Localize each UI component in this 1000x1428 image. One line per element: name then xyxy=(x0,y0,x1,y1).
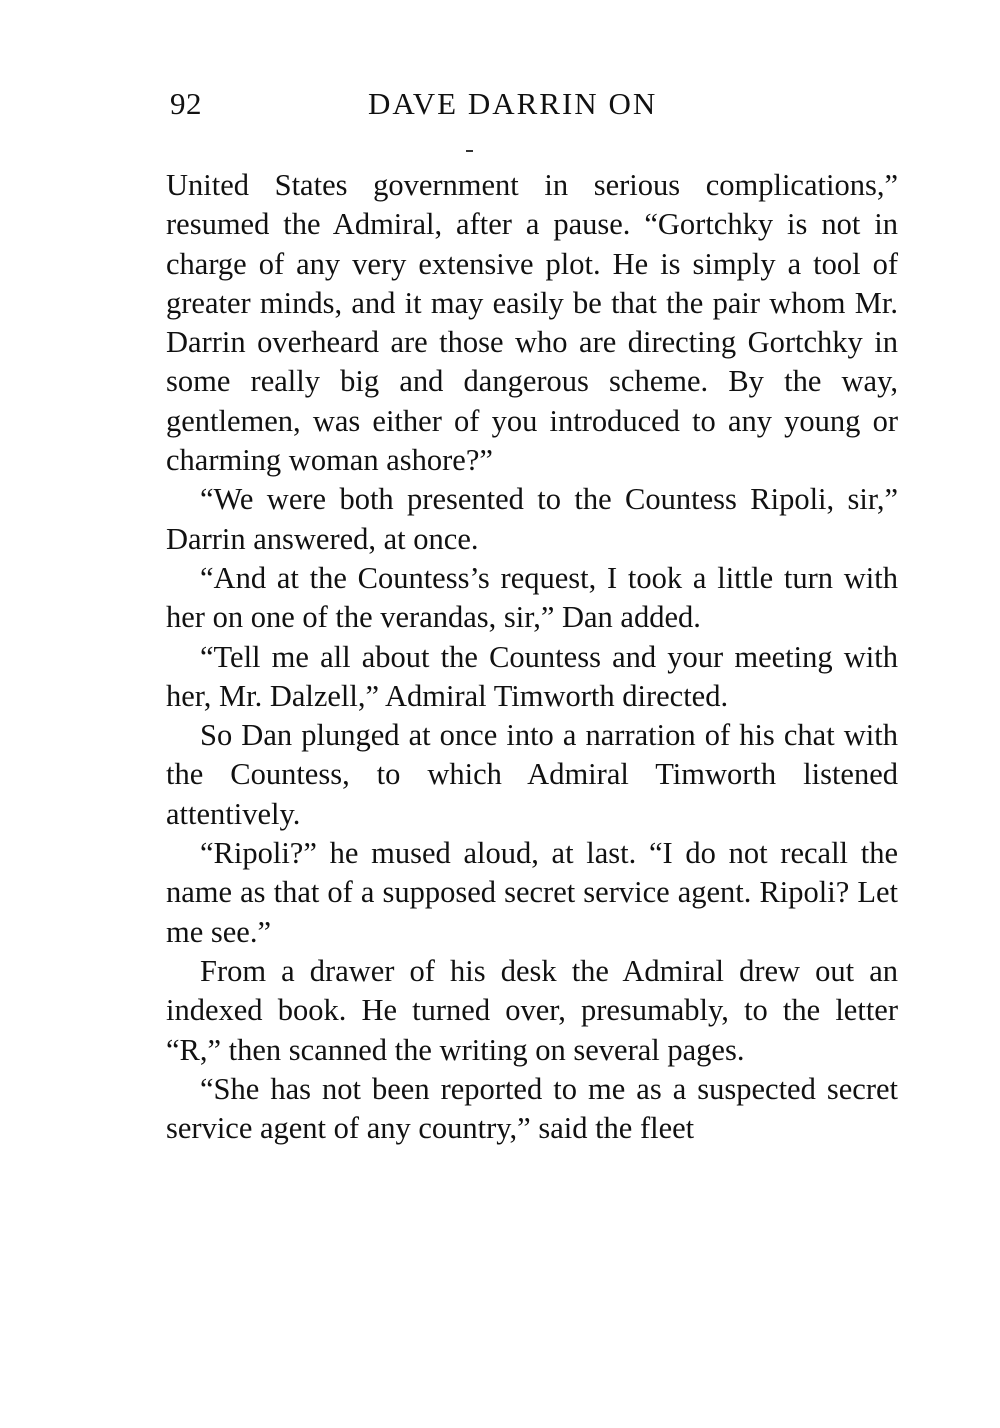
paragraph: “Tell me all about the Countess and your meeting with her, Mr. Dalzell,” Admiral Timworth directed. xyxy=(166,639,898,713)
paragraph: United States government in serious complications,” resumed the Admiral, after a pause. “Gortchky is not in charge of any very extensive plot. He is simply a tool of greater minds, and it may easily be that the pair whom Mr. Darrin overheard are those who are directing Gortchky in some really big and dangerous scheme. By the way, gentlemen, was either of you introduced to any young or charming woman ashore?” xyxy=(166,168,898,478)
body-text xyxy=(166,166,898,1148)
paragraph: “Ripoli?” he mused aloud, at last. “I do not recall the name as that of a supposed secret service agent. Ripoli? Let me see.” xyxy=(166,836,898,949)
paragraph: So Dan plunged at once into a narration of his chat with the Countess, to which Admiral Timworth listened attentively. xyxy=(166,718,898,831)
page-header xyxy=(170,86,725,130)
running-head: DAVE DARRIN ON xyxy=(368,86,658,121)
paragraph: “And at the Countess’s request, I took a little turn with her on one of the verandas, sir,” Dan added. xyxy=(166,560,898,635)
paragraph: “She has not been reported to me as a suspected secret service agent of any country,” said the fleet xyxy=(166,1071,898,1146)
paragraph: From a drawer of his desk the Admiral drew out an indexed book. He turned over, presumably, to the letter “R,” then scanned the writing on several pages. xyxy=(166,953,898,1067)
page-number: 92 xyxy=(170,86,202,121)
paragraph: “We were both presented to the Countess Ripoli, sir,” Darrin answered, at once. xyxy=(166,482,898,556)
print-mark xyxy=(466,150,473,152)
